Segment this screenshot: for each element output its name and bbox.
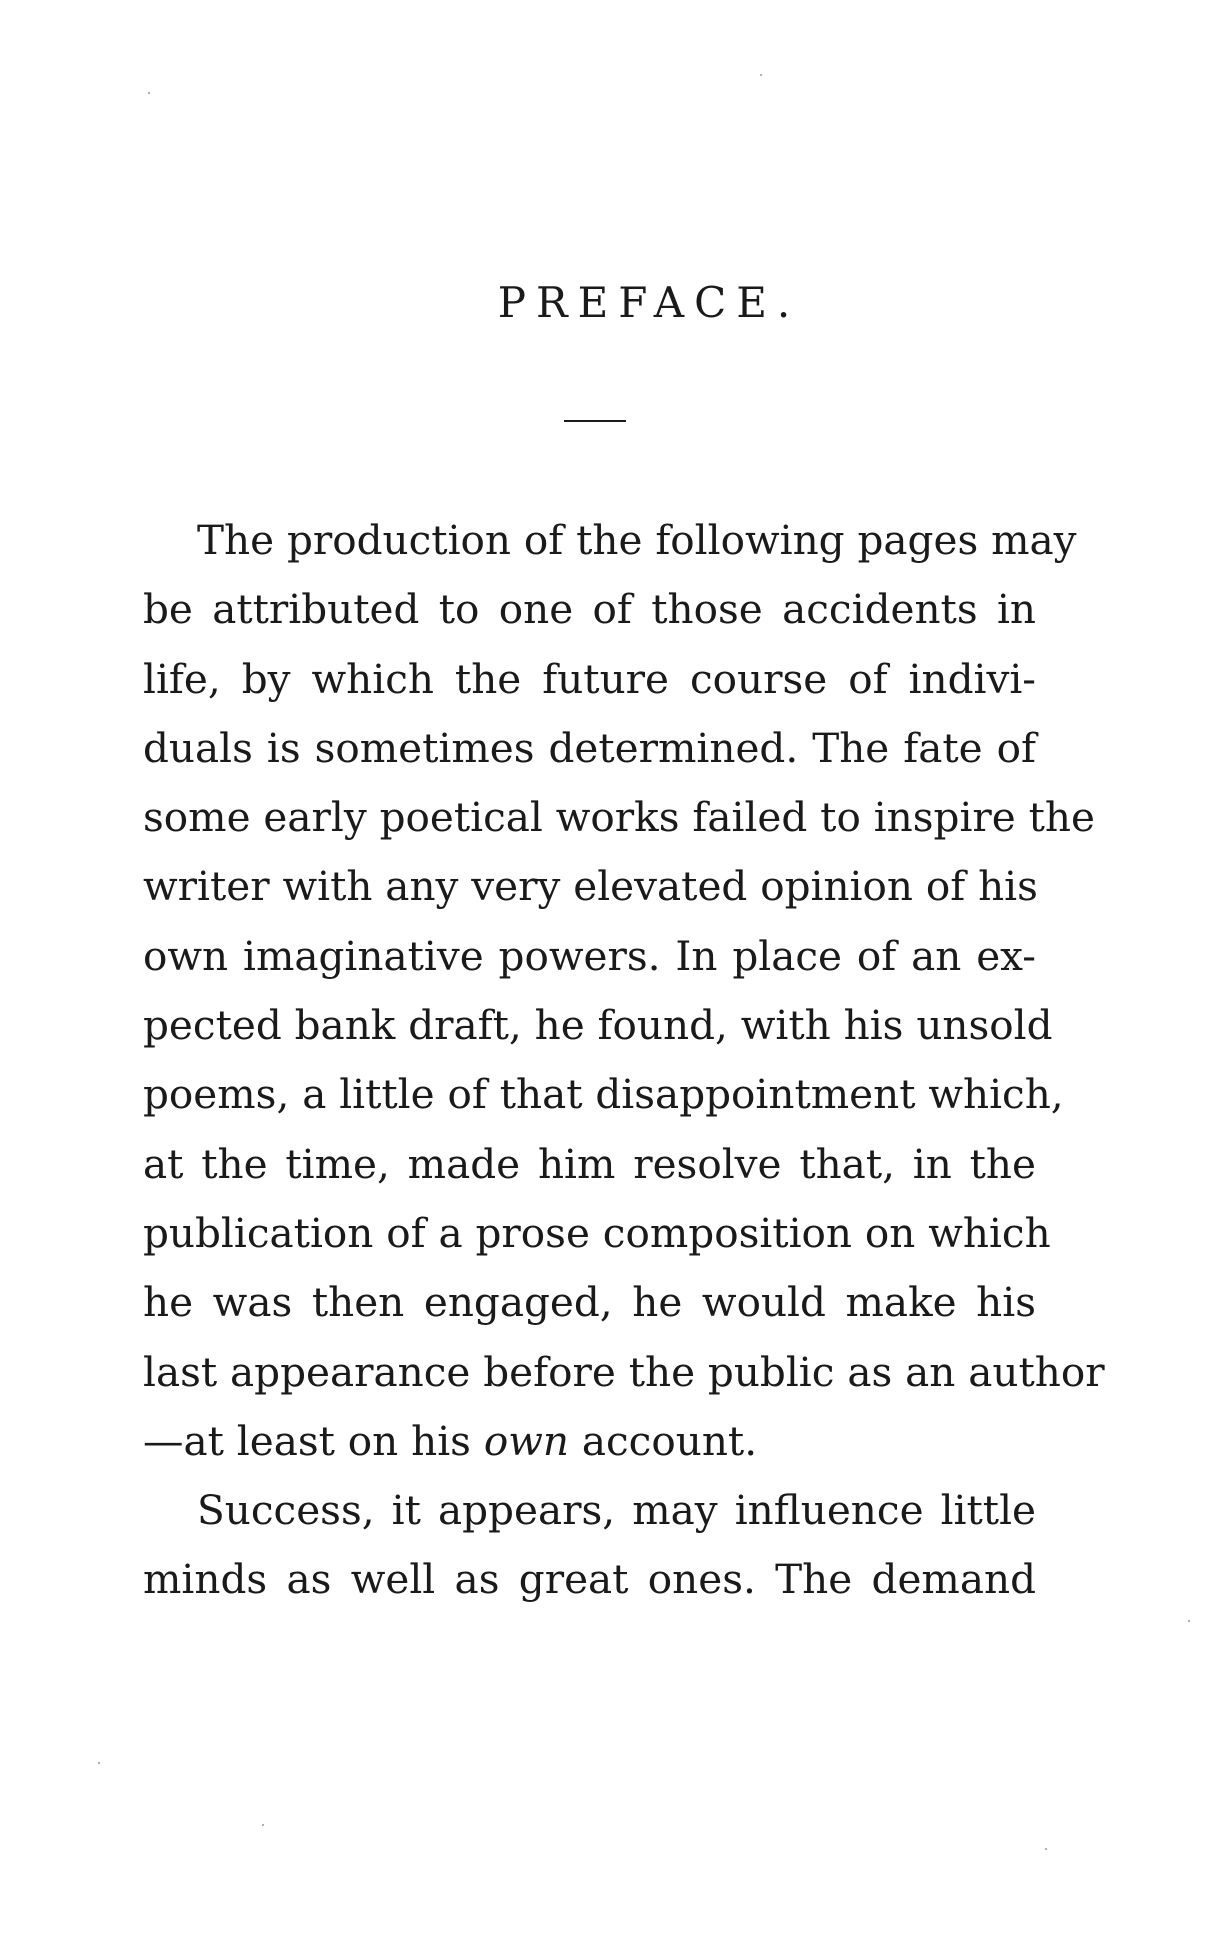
text-line: be attributed to one of those accidents in [143,585,1036,634]
final-line-before: —at least on his [143,1416,484,1465]
text-line: minds as well as great ones. The demand [143,1555,1036,1604]
paper-speck [1045,1848,1047,1850]
page-heading: PREFACE. [497,278,801,327]
text-line: The production of the following pages may [197,516,1077,564]
paper-speck [98,1762,100,1764]
text-line: writer with any very elevated opinion of his [143,862,1038,911]
text-line: duals is sometimes determined. The fate of [143,723,1036,772]
final-line-after: account. [568,1416,758,1465]
heading-rule [564,420,626,422]
text-line: Success, it appears, may influence little [197,1486,1036,1535]
paragraph-2 [143,1476,1036,1615]
text-line: he was then engaged, he would make his [143,1278,1036,1327]
preface-body [143,506,1105,1615]
text-line: life, by which the future course of indivi- [143,654,1036,703]
text-line: at the time, made him resolve that, in the [143,1139,1036,1188]
text-line: publication of a prose composition on which [143,1208,1051,1257]
emphasized-word: own [483,1416,569,1465]
text-line: poems, a little of that disappointment which, [143,1070,1064,1119]
text-line: pected bank draft, he found, with his unsold [143,1001,1053,1050]
text-line: some early poetical works failed to inspire the [143,793,1095,842]
text-line-final [143,1407,1036,1476]
paragraph-1 [143,506,1105,1476]
text-line: own imaginative powers. In place of an ex- [143,931,1036,980]
paper-speck [760,74,762,76]
paper-speck [262,1824,264,1826]
paper-speck [1188,1620,1190,1622]
text-line: last appearance before the public as an author [143,1347,1105,1396]
paper-speck [148,92,150,94]
